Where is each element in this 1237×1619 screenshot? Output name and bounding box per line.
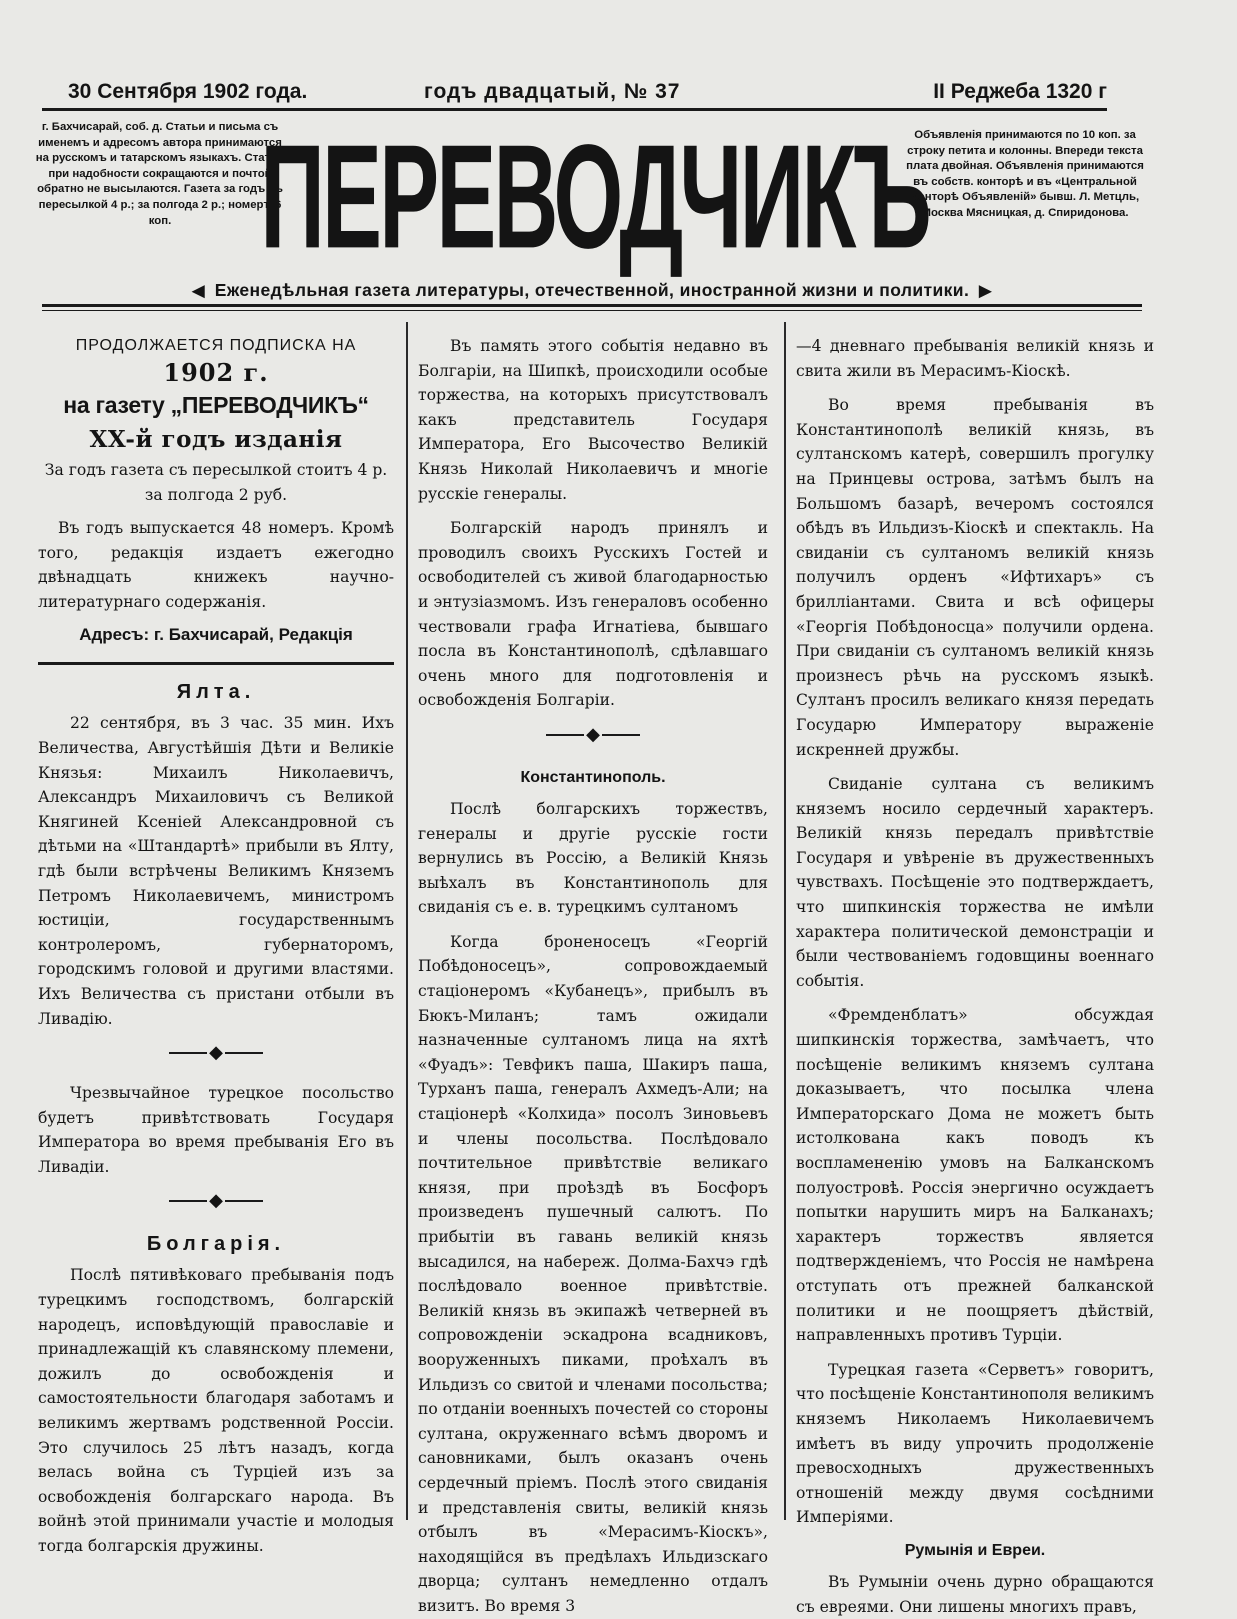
- column-divider: [784, 322, 786, 1520]
- subscription-newspaper: на газету „ПЕРЕВОДЧИКЪ“: [63, 392, 369, 418]
- article-paragraph: Свиданіе султана съ великимъ княземъ носило сердечный характеръ. Великій князь передалъ привѣтствіе Государя и увѣреніе въ дружественныхъ чувствахъ. Посѣщеніе это подтверждаетъ, что шипкинскія торжества не имѣли характера политической демонстраціи и были чествованіемъ годовщины военнаго событія.: [796, 775, 1154, 990]
- advertising-info: Объявленія принимаются по 10 коп. за строку петита и колонны. Впереди текста плата двойная. Объявленія принимаются въ собств. конторѣ и въ «Центральной Конторѣ Объявленій» бывш. Л. Метцль, Москва Мясницкая, д. Спиридонова.: [906, 129, 1144, 219]
- article-paragraph: Послѣ пятивѣковаго пребыванія подъ турецкимъ господствомъ, болгарскій народецъ, исповѣдующій православіе и принадлежащій къ славянскому племени, дожилъ до освобожденія и самостоятельности благодаря заботамъ и великимъ жертвамъ родственной Россіи. Это случилось 25 лѣтъ назадъ, когда велась война съ Турціей изъ за освобожденія болгарскаго народа. Въ войнѣ этой принимали участіе и молодыя тогда болгарскія дружины.: [38, 1266, 394, 1555]
- article-paragraph: Въ память этого событія недавно въ Болгаріи, на Шипкѣ, происходили особые торжества, на которыхъ присутствовалъ какъ представитель Государя Императора, Его Высочество Великій Князь Николай Николаевичъ и многіе русскіе генералы.: [418, 337, 768, 503]
- diamond-icon: ◆: [586, 723, 600, 745]
- subscription-year: 1902 г.: [163, 358, 269, 387]
- article-paragraph: Болгарскій народъ принялъ и проводилъ своихъ Русскихъ Гостей и освободителей съ живой благодарностью и энтузіазмомъ. Изъ генераловъ особенно чествовали графа Игнатіева, бывшаго посла въ Константинополѣ, сдѣлавшаго очень много для подготовленія и освобожденія Болгаріи.: [418, 519, 768, 710]
- article-paragraph: Въ Румыніи очень дурно обращаются съ евреями. Они лишены многихъ правъ,: [796, 1572, 1154, 1616]
- article-paragraph: Во время пребыванія въ Константинополѣ великій князь, въ султанскомъ катерѣ, совершилъ прогулку на Принцевы острова, затѣмъ былъ на Большомъ базарѣ, вечеромъ состоялся обѣдъ въ Ильдизъ-Кіоскѣ и спектакль. На свиданіи съ султаномъ великій князь получилъ орденъ «Ифтихаръ» съ бриллiантами. Свита и всѣ офицеры «Георгія Побѣдоносца» получили ордена. При свиданіи съ султаномъ великій князь произнесъ рѣчь на русскомъ языкѣ. Султанъ просилъ великаго князя передать Государю Императору выраженіе искренней дружбы.: [796, 396, 1154, 759]
- column-2: [418, 334, 768, 1619]
- subtitle-text: Еженедѣльная газета литературы, отечественной, иностранной жизни и политики.: [214, 280, 970, 300]
- section-title-romania: Румынія и Евреи.: [904, 1541, 1046, 1559]
- masthead-subtitle: [42, 276, 1142, 304]
- article-paragraph: Послѣ болгарскихъ торжествъ, генералы и другіе русскіе гости вернулись въ Россію, а Великій Князь выѣхалъ въ Константинополь для свиданія съ е. в. турецкимъ султаномъ: [418, 799, 768, 917]
- issue-date: 30 Сентября 1902 года.: [68, 80, 308, 103]
- ornament-divider: [38, 1191, 394, 1211]
- article-paragraph: «Фремденблатъ» обсуждая шипкинскія торжества, замѣчаетъ, что посѣщеніе великимъ княземъ султана доказываетъ, что посылка члена Императорскаго Дома не можетъ быть истолкована какъ поводъ къ воспламененію умовъ на Балканскомъ полуостровѣ. Россія энергично осуждаетъ попытки нарушить миръ на Балканахъ; характеръ торжествъ является подтвержденіемъ, что Россія не намѣрена отступать отъ прежней балканской политики и не поощряетъ дѣйствій, направленныхъ противъ Турціи.: [796, 1006, 1154, 1345]
- subscription-details: Въ годъ выпускается 48 номеръ. Кромѣ того, редакція издаетъ ежегодно двѣнадцать книжекъ научно-литературнаго содержанія.: [38, 519, 394, 611]
- column-3: [796, 334, 1154, 1619]
- section-rule: [38, 662, 394, 665]
- hijri-date: II Реджеба 1320 г: [933, 80, 1107, 103]
- subscription-notice: [38, 334, 394, 648]
- article-paragraph: Чрезвычайное турецкое посольство будетъ привѣтствовать Государя Императора во время пребыванія Его въ Ливадіи.: [38, 1084, 394, 1176]
- diamond-icon: ◆: [209, 1190, 223, 1212]
- masthead-title: ПЕРЕВОДЧИКЪ: [260, 114, 930, 279]
- ornament-divider: [418, 725, 768, 745]
- arrow-right-icon: ►: [974, 278, 997, 303]
- subscription-address: Адресъ: г. Бахчисарай, Редакція: [79, 625, 353, 645]
- article-paragraph: Турецкая газета «Серветъ» говоритъ, что посѣщеніе Константинополя великимъ княземъ Николаемъ Николаевичемъ имѣетъ въ виду упрочить продолженіе превосходныхъ дружественныхъ отношеній между двумя сосѣдними Имперіями.: [796, 1360, 1154, 1527]
- editorial-info: г. Бахчисарай, соб. д. Статьи и письма съ именемъ и адресомъ автора принимаются на русскомъ и татарскомъ языкахъ. Статьи при надобности сокращаются и почтой обратно не высылаются. Газета за годъ съ пересылкой 4 р.; за полгода 2 р.; номеръ 6 коп.: [35, 121, 285, 227]
- masthead-rule-thick: [42, 304, 1142, 307]
- section-title-yalta: Ялта.: [176, 681, 256, 704]
- section-title-constantinople: Константинополь.: [520, 768, 666, 786]
- ornament-divider: [38, 1043, 394, 1063]
- article-paragraph: Когда броненосецъ «Георгій Побѣдоносецъ», сопровождаемый стаціонеромъ «Кубанецъ», прибылъ въ Бюкъ-Миланъ; тамъ ожидали назначенные султаномъ лица на яхтѣ «Фуадъ»: Тевфикъ паша, Шакиръ паша, Турханъ паша, генералъ Ахмедъ-Али; на стаціонерѣ «Колхида» посолъ Зиновьевъ и члены посольства. Послѣдовало почтительное привѣтствіе великаго князя, при проѣздѣ въ Босфоръ произведенъ пушечный салютъ. По прибытіи въ гавань великій князь высадился, на набереж. Долма-Бахчэ гдѣ послѣдовало военное привѣтствіе. Великій князь въ экипажѣ четверней въ сопровожденіи эскадрона всадниковъ, вооруженныхъ пиками, проѣхалъ въ Ильдизъ со свитой и членами посольства; по отданіи военныхъ почестей со стороны султана, окруженнаго всѣмъ дворомъ и сановниками, былъ оказанъ очень сердечный пріемъ. Послѣ этого свиданія и представленія свиты, великій князь отбылъ въ «Мерасимъ-Кіоскъ», находящійся въ предѣлахъ Ильдизскаго дворца; султанъ немедленно отдалъ визитъ. Во время 3: [418, 932, 768, 1615]
- subscription-edition: XX-й годъ изданія: [89, 426, 343, 453]
- article-paragraph: —4 дневнаго пребыванія великій князь и свита жили въ Мерасимъ-Кіоскѣ.: [796, 337, 1154, 380]
- article-paragraph: 22 сентября, въ 3 час. 35 мин. Ихъ Величества, Августѣйшія Дѣти и Великіе Князья: Михаилъ Николаевичъ, Александръ Михаиловичъ съ Великой Княгиней Ксеніей Александровной съ дѣтьми на «Штандартѣ» прибыли въ Ялту, гдѣ были встрѣчены Великимъ Княземъ Петромъ Николаевичемъ, министромъ юстиціи, государственнымъ контролеромъ, губернаторомъ, городскимъ головой и другими властями. Ихъ Величества съ пристани отбыли въ Ливадію.: [38, 714, 394, 1028]
- subscription-price-year: За годъ газета съ пересылкой стоитъ 4 р.: [44, 461, 388, 479]
- subscription-price-half: за полгода 2 руб.: [144, 486, 288, 504]
- issue-year-number: годъ двадцатый, № 37: [424, 80, 681, 103]
- top-rule: [42, 108, 1107, 111]
- masthead-rule-thin: [42, 310, 1142, 311]
- column-1: [38, 334, 394, 1559]
- column-divider: [406, 322, 408, 1520]
- arrow-left-icon: ◄: [187, 278, 210, 303]
- diamond-icon: ◆: [209, 1042, 223, 1064]
- dateline: [42, 78, 1107, 110]
- section-title-bulgaria: Болгарія.: [146, 1233, 286, 1256]
- subscription-heading: ПРОДОЛЖАЕТСЯ ПОДПИСКА НА: [75, 337, 357, 354]
- masthead: [260, 114, 930, 279]
